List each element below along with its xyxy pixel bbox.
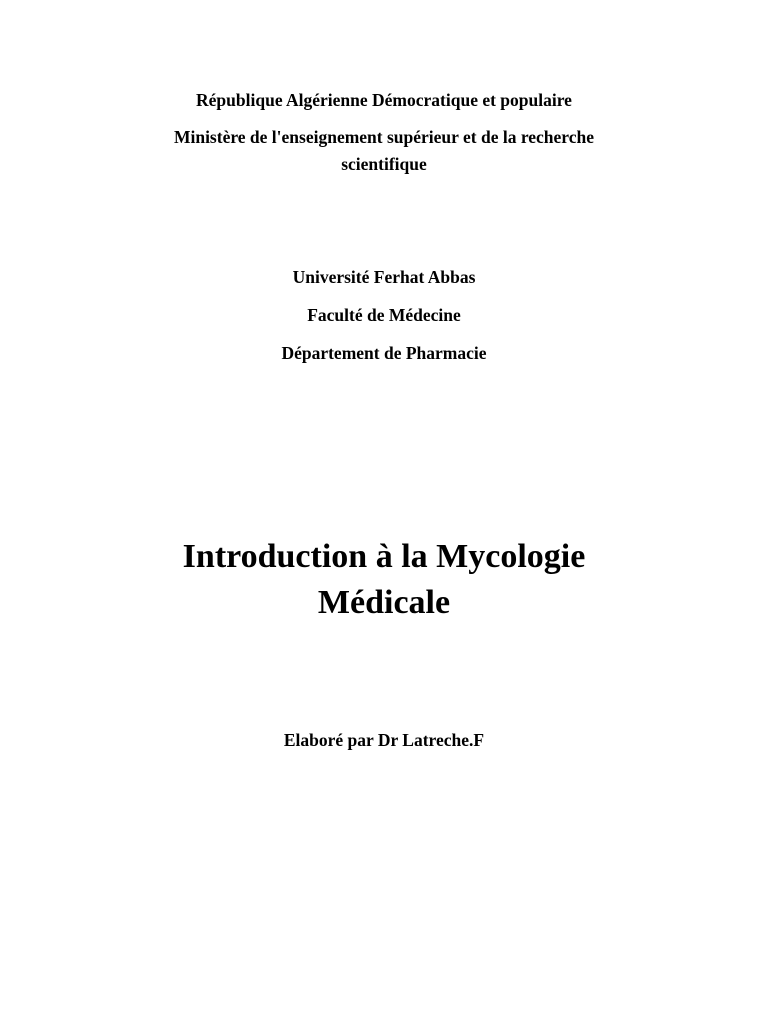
document-title-line2: Médicale bbox=[317, 584, 451, 621]
republic-heading: République Algérienne Démocratique et populaire bbox=[196, 90, 572, 110]
university-name: Université Ferhat Abbas bbox=[292, 267, 476, 287]
author-credit: Elaboré par Dr Latreche.F bbox=[283, 730, 485, 750]
document-title-line1: Introduction à la Mycologie bbox=[182, 538, 586, 575]
department-name: Département de Pharmacie bbox=[281, 343, 487, 363]
faculty-name: Faculté de Médecine bbox=[307, 305, 461, 325]
ministry-heading-line2: scientifique bbox=[341, 154, 427, 174]
ministry-heading-line1: Ministère de l'enseignement supérieur et de la recherche bbox=[173, 127, 595, 147]
